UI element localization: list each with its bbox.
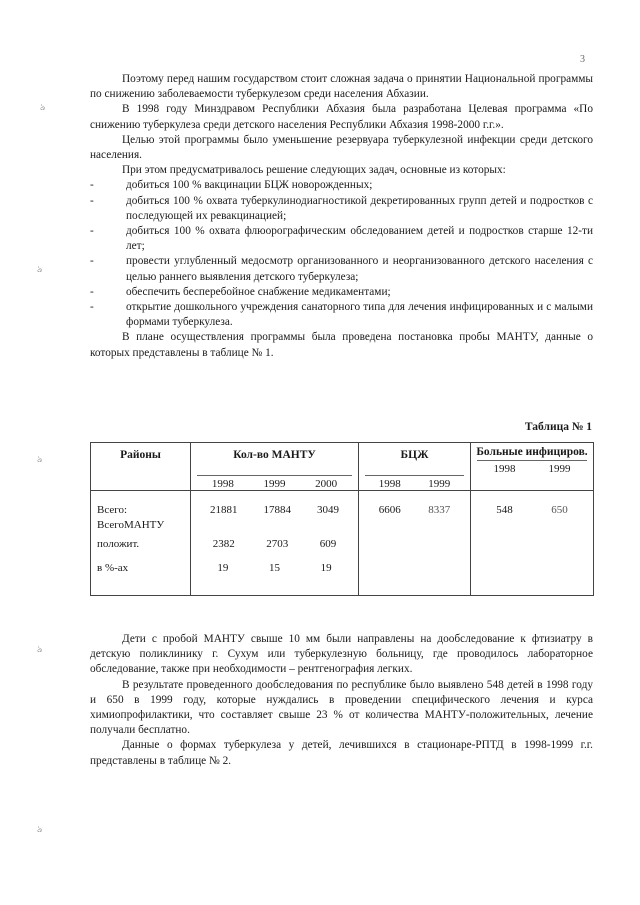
sick-values-cell — [471, 491, 594, 596]
table-cell: 650 — [551, 504, 568, 516]
paragraph: В 1998 году Минздравом Республики Абхазия была разработана Целевая программа «По снижению туберкулеза среди детского населения Республики Абхазия 1998-2000 г.г.». — [90, 103, 593, 131]
paragraph: В плане осуществления программы была проведена постановка пробы МАНТУ, данные о которых представлены в таблице № 1. — [90, 331, 593, 359]
list-item-text: добиться 100 % охвата флюорографическим обследованием детей и подростков старше 12-ти лет; — [126, 225, 593, 253]
row-label: Всего: — [97, 504, 128, 516]
margin-speck: ঌ — [40, 102, 46, 112]
header-bcg: БЦЖ — [400, 449, 429, 461]
list-item: - добиться 100 % охвата флюорографическим обследованием детей и подростков старше 12-ти лет; — [90, 225, 593, 253]
year-label: 2000 — [315, 478, 338, 490]
table-header-row — [91, 443, 594, 491]
task-list — [90, 178, 593, 330]
table-cell: 19 — [320, 562, 332, 574]
data-table-wrapper — [90, 442, 593, 596]
list-item: - добиться 100 % охвата туберкулинодиагностикой декретированных групп детей и подростков с последующей их ревакцинацией; — [90, 194, 593, 222]
row-label: в %-ах — [97, 562, 129, 574]
sick-row — [477, 503, 587, 518]
table-cell: 21881 — [210, 504, 238, 516]
list-item-text: добиться 100 % вакцинации БЦЖ новорожденных; — [126, 179, 373, 192]
table-cell: 17884 — [263, 504, 291, 516]
margin-speck: ঌ — [37, 824, 43, 834]
paragraph: В результате проведенного дообследования по республике было выявлено 548 детей в 1998 году и 650 в 1999 году, которые нуждались в проведении специфического лечения и курса химиопрофилактики, что составляет свыше 23 % от количества МАНТУ-положительных, лечение получали бесплатно. — [90, 678, 593, 737]
table-row — [91, 491, 594, 596]
mantoux-row-percent — [197, 561, 352, 576]
mantoux-values-cell — [191, 491, 359, 596]
bcg-row — [365, 503, 464, 518]
header-sick: Больные инфициров. — [476, 446, 588, 458]
page-number: 3 — [580, 54, 585, 65]
year-label: 1998 — [493, 463, 516, 475]
row-labels-cell — [91, 491, 191, 596]
table-cell: 15 — [268, 562, 280, 574]
mantoux-row-total — [197, 503, 352, 518]
table-caption: Таблица № 1 — [524, 421, 592, 433]
header-cell — [359, 443, 471, 491]
mantoux-years — [197, 475, 352, 490]
list-item-text: добиться 100 % охвата туберкулинодиагностикой декретированных групп детей и подростков с последующей их ревакцинацией; — [126, 194, 593, 222]
list-item: - открытие дошкольного учреждения санаторного типа для лечения инфицированных и с малыми формами туберкулеза. — [90, 301, 593, 329]
header-cell — [191, 443, 359, 491]
list-item-text: провести углубленный медосмотр организованного и неорганизованного детского населения с целью раннего выявления детского туберкулеза; — [126, 255, 593, 283]
paragraph: Поэтому перед нашим государством стоит сложная задача о принятии Национальной программы по снижению заболеваемости туберкулезом среди населения Абхазии. — [90, 73, 593, 101]
list-item: - обеспечить бесперебойное снабжение медикаментами; — [90, 285, 391, 298]
table-cell: 8337 — [428, 504, 451, 516]
year-label: 1999 — [428, 478, 451, 490]
margin-speck: ঌ — [37, 454, 43, 464]
header-cell — [91, 443, 191, 491]
table-cell: 3049 — [317, 504, 339, 516]
body-text-top — [90, 72, 593, 361]
paragraph: При этом предусматривалось решение следующих задач, основные из которых: — [122, 164, 506, 177]
row-label: ВсегоМАНТУ — [97, 519, 165, 531]
mantoux-row-positive — [197, 537, 352, 552]
header-cell — [471, 443, 594, 491]
year-label: 1998 — [378, 478, 401, 490]
paragraph: Данные о формах туберкулеза у детей, лечившихся в стационаре-РПТД в 1998-1999 г.г. представлены в таблице № 2. — [90, 739, 593, 767]
year-label: 1998 — [211, 478, 234, 490]
sick-years — [477, 460, 587, 475]
table-cell: 609 — [319, 538, 337, 550]
list-item: - провести углубленный медосмотр организованного и неорганизованного детского населения с целью раннего выявления детского туберкулеза; — [90, 255, 593, 283]
header-mantoux: Кол-во МАНТУ — [233, 449, 316, 461]
bcg-values-cell — [359, 491, 471, 596]
list-item-text: обеспечить бесперебойное снабжение медикаментами; — [126, 285, 391, 298]
margin-speck: ঌ — [37, 644, 43, 654]
bcg-years — [365, 475, 464, 490]
table-cell: 2703 — [266, 538, 289, 550]
list-item: - добиться 100 % вакцинации БЦЖ новорожденных; — [90, 179, 373, 192]
year-label: 1999 — [548, 463, 571, 475]
data-table — [90, 442, 594, 596]
table-cell: 548 — [496, 504, 513, 516]
paragraph: Целью этой программы было уменьшение резервуара туберкулезной инфекции среди детского населения. — [90, 133, 593, 162]
margin-speck: ঌ — [37, 264, 43, 274]
paragraph: Дети с пробой МАНТУ свыше 10 мм были направлены на дообследование к фтизиатру в детскую поликлинику г. Сухум или туберкулезную больницу, где проводилось лабораторное обследование, также при необходимости – рентгенография легких. — [90, 633, 593, 676]
header-regions: Районы — [120, 449, 161, 461]
list-item-text: открытие дошкольного учреждения санаторного типа для лечения инфицированных и с малыми формами туберкулеза. — [126, 301, 593, 329]
table-cell: 6606 — [378, 504, 401, 516]
table-cell: 19 — [217, 562, 229, 574]
body-text-bottom — [90, 632, 593, 769]
row-label: положит. — [97, 538, 140, 550]
table-cell: 2382 — [212, 538, 235, 550]
year-label: 1999 — [263, 478, 286, 490]
